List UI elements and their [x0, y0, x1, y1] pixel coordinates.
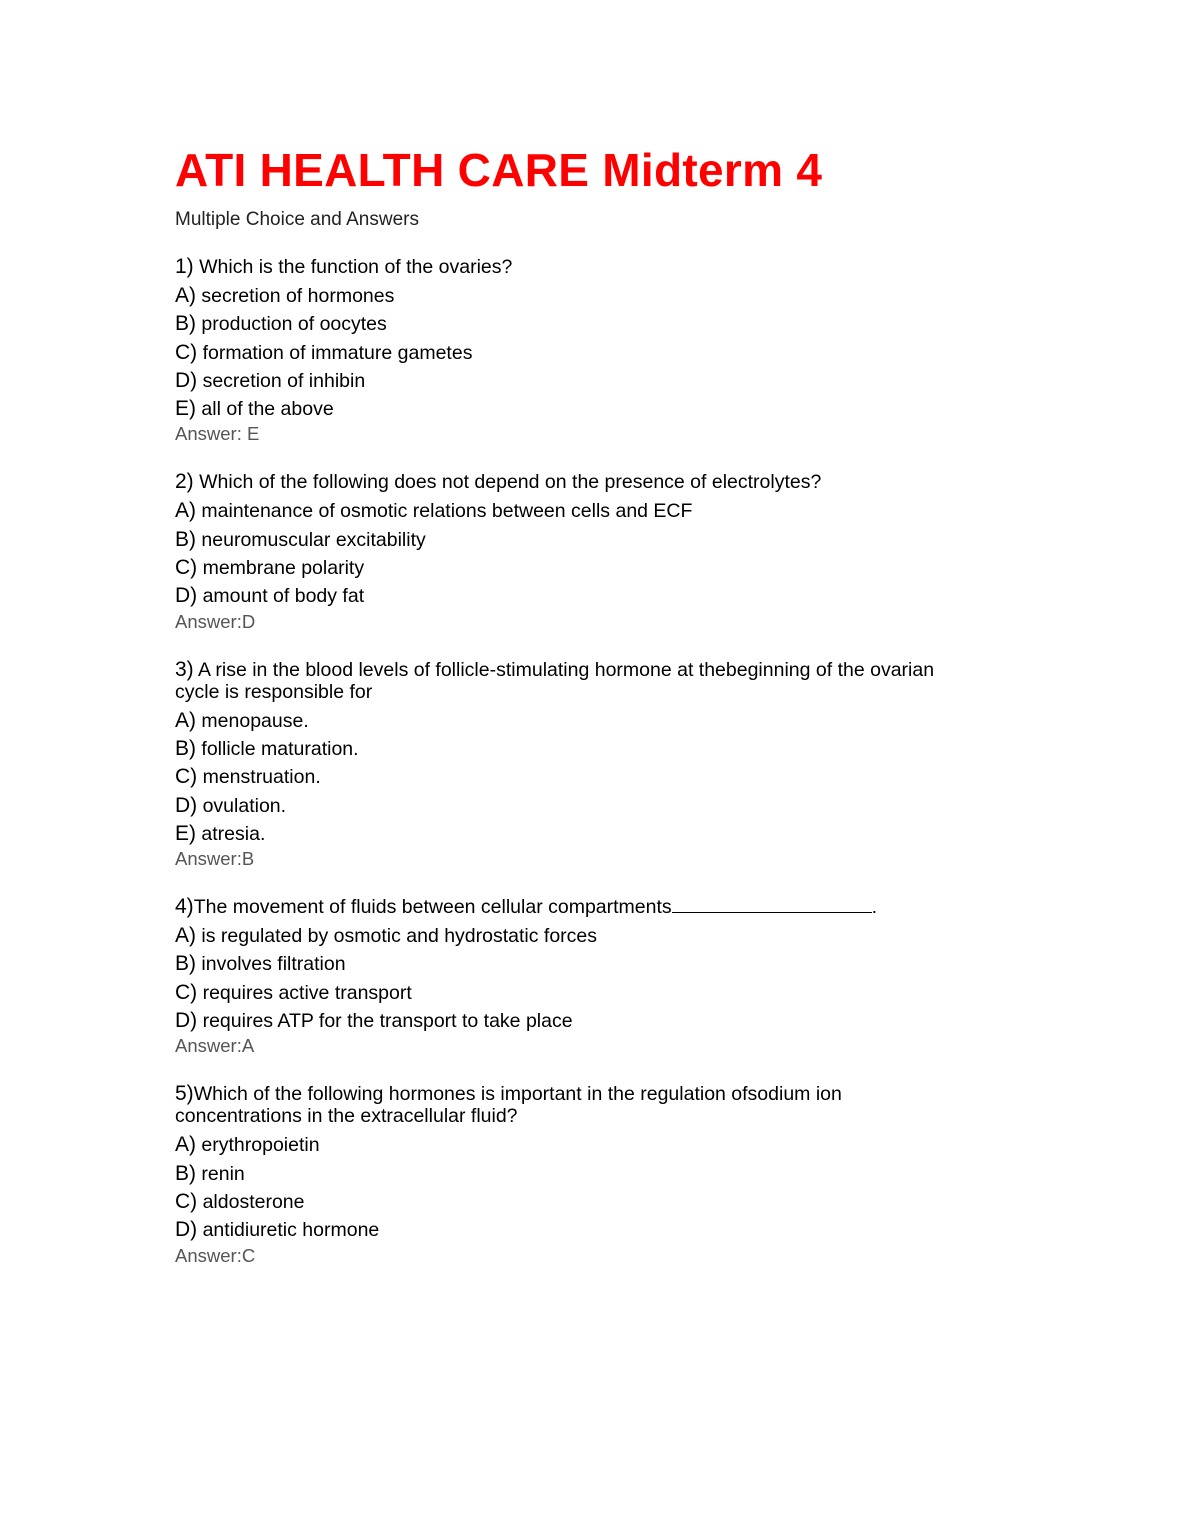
question-text — [175, 659, 965, 703]
option-text: involves filtration — [196, 953, 346, 976]
question-number: 5) — [175, 1082, 194, 1106]
option-text: maintenance of osmotic relations between cells and ECF — [196, 500, 693, 523]
document-page — [175, 140, 965, 1267]
question-block — [175, 659, 965, 870]
answer-option — [175, 1131, 965, 1159]
answer-option — [175, 339, 965, 367]
answer-option — [175, 792, 965, 820]
option-text: is regulated by osmotic and hydrostatic forces — [196, 925, 598, 948]
option-text: all of the above — [196, 398, 334, 421]
option-letter: B) — [175, 527, 196, 551]
option-letter: C) — [175, 1189, 198, 1213]
answer-key: Answer: E — [175, 423, 260, 445]
answer-option — [175, 1007, 965, 1035]
fill-in-blank-line — [672, 896, 872, 913]
option-letter: A) — [175, 284, 196, 307]
answer-option — [175, 1160, 965, 1188]
question-number: 2) — [175, 470, 194, 494]
answer-key: Answer:B — [175, 848, 255, 870]
question-list — [175, 256, 965, 1267]
option-letter: B) — [175, 952, 196, 976]
question-body: Which is the function of the ovaries? — [193, 256, 513, 278]
answer-option — [175, 735, 965, 763]
answer-option — [175, 497, 965, 525]
document-title: ATI HEALTH CARE Midterm 4 — [175, 144, 823, 196]
option-letter: A) — [175, 708, 196, 732]
answer-option — [175, 979, 965, 1007]
answer-option — [175, 922, 965, 950]
question-number: 3) — [175, 657, 194, 681]
question-block — [175, 256, 965, 445]
option-letter: C) — [175, 556, 198, 580]
question-number: 4) — [175, 895, 194, 919]
question-number: 1) — [175, 255, 194, 278]
answer-option — [175, 820, 965, 848]
answer-option — [175, 1188, 965, 1216]
answer-option — [175, 1216, 965, 1244]
option-letter: D) — [175, 584, 198, 608]
option-letter: D) — [175, 1009, 198, 1033]
option-text: menstruation. — [197, 766, 321, 789]
option-text: aldosterone — [197, 1190, 305, 1213]
option-text: erythropoietin — [196, 1134, 320, 1157]
option-text: neuromuscular excitability — [196, 528, 426, 551]
option-text: membrane polarity — [197, 557, 365, 580]
option-text: antidiuretic hormone — [197, 1219, 380, 1242]
question-text — [175, 471, 965, 493]
option-letter: C) — [175, 340, 198, 364]
option-text: renin — [196, 1162, 245, 1185]
option-letter: D) — [175, 793, 198, 817]
answer-option — [175, 395, 965, 423]
question-suffix: . — [871, 896, 878, 919]
option-letter: C) — [175, 980, 198, 1004]
question-text — [175, 256, 965, 278]
question-text — [175, 896, 965, 918]
question-text — [175, 1083, 965, 1127]
option-letter: A) — [175, 1133, 196, 1157]
option-letter: B) — [175, 312, 196, 336]
option-text: secretion of inhibin — [197, 369, 366, 392]
option-text: formation of immature gametes — [197, 341, 473, 364]
answer-option — [175, 582, 965, 610]
option-letter: A) — [175, 924, 196, 948]
answer-option — [175, 707, 965, 735]
option-letter: B) — [175, 736, 196, 760]
option-text: atresia. — [196, 822, 266, 845]
question-block — [175, 1083, 965, 1266]
question-body: The movement of fluids between cellular compartments — [193, 896, 672, 919]
option-text: follicle maturation. — [196, 737, 359, 760]
question-block — [175, 896, 965, 1057]
option-letter: A) — [175, 499, 196, 523]
answer-option — [175, 554, 965, 582]
option-letter: D) — [175, 368, 198, 392]
option-text: production of oocytes — [196, 313, 387, 336]
option-text: requires active transport — [197, 981, 412, 1004]
option-letter: E) — [175, 397, 196, 421]
option-text: menopause. — [196, 709, 309, 732]
answer-option — [175, 310, 965, 338]
answer-key: Answer:A — [175, 1035, 255, 1057]
question-body: Which of the following does not depend on the presence of electrolytes? — [193, 471, 822, 494]
question-body: Which of the following hormones is important in the regulation ofsodium ion concentrations in the extracellular fluid? — [175, 1083, 842, 1128]
answer-option — [175, 763, 965, 791]
option-text: requires ATP for the transport to take place — [197, 1010, 573, 1033]
document-subtitle: Multiple Choice and Answers — [175, 209, 419, 230]
option-text: amount of body fat — [197, 585, 365, 608]
answer-option — [175, 367, 965, 395]
answer-option — [175, 950, 965, 978]
answer-option — [175, 526, 965, 554]
option-letter: B) — [175, 1161, 196, 1185]
option-text: ovulation. — [197, 794, 287, 817]
option-letter: D) — [175, 1218, 198, 1242]
question-block — [175, 471, 965, 632]
answer-key: Answer:C — [175, 1244, 256, 1266]
option-letter: C) — [175, 765, 198, 789]
question-body: A rise in the blood levels of follicle-stimulating hormone at thebeginning of the ovarian cycle is responsible for — [175, 658, 935, 703]
option-text: secretion of hormones — [196, 285, 395, 307]
option-letter: E) — [175, 821, 196, 845]
answer-key: Answer:D — [175, 610, 256, 632]
answer-option — [175, 282, 965, 310]
